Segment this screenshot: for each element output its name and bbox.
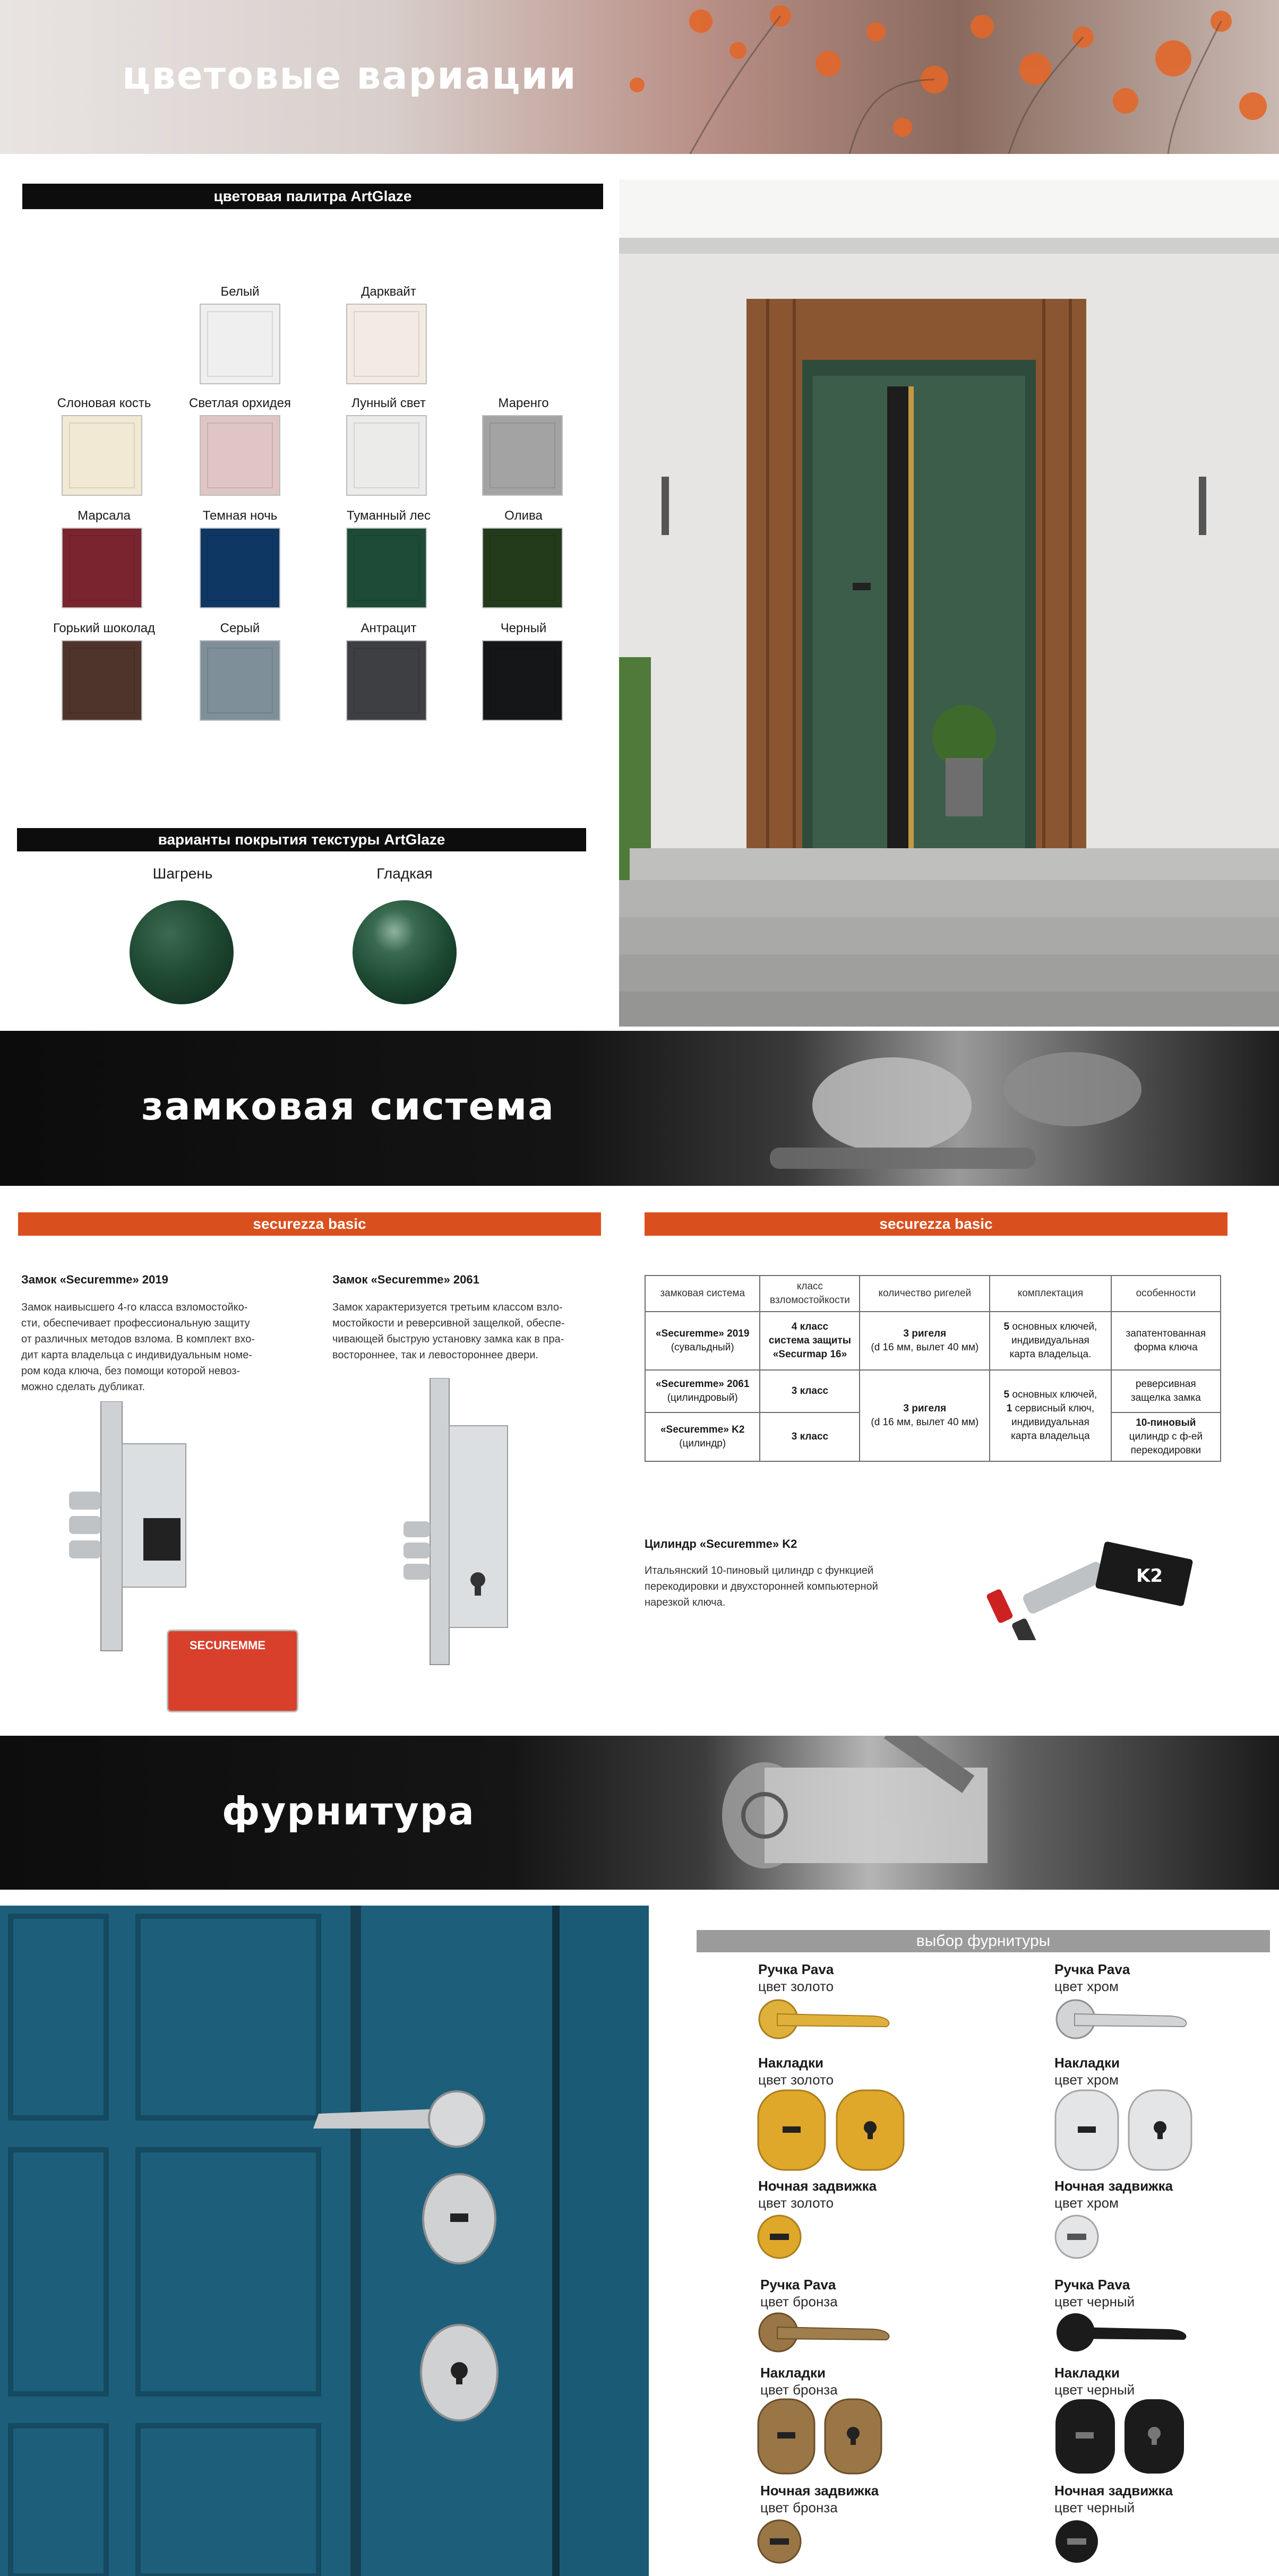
hw-nightlatch-bronze-color: цвет бронза: [760, 2500, 838, 2515]
locks-right-bar: securezza basic: [645, 1212, 1228, 1236]
swatch-label-chernyy: Черный: [500, 621, 547, 635]
swatch-svetlaya-orkhideya: [200, 415, 280, 496]
table-header: особенности: [1111, 1276, 1221, 1312]
cylinder-banner-image: [584, 1736, 1279, 1890]
table-header: замковая система: [645, 1276, 760, 1312]
blue-door-image: [0, 1906, 649, 2576]
handle-bronze-icon: [756, 2311, 894, 2354]
swatch-label-slonovaya-kost: Слоновая кость: [57, 396, 151, 410]
escutcheon-bronze-icon: [756, 2397, 905, 2477]
nightlatch-gold-icon: [756, 2213, 809, 2261]
hw-handle-bronze-name: Ручка Pava: [760, 2277, 836, 2293]
hw-escutcheon-gold-name: Накладки: [758, 2055, 824, 2071]
hw-handle-chrome-name: Ручка Pava: [1054, 1961, 1130, 1977]
table-header: количество ригелей: [860, 1276, 990, 1312]
swatch-label-marengo: Маренго: [498, 396, 549, 410]
swatch-antratsit: [346, 640, 427, 721]
swatch-temnaya-noch: [200, 528, 280, 608]
hw-nightlatch-bronze-name: Ночная задвижка: [760, 2483, 879, 2499]
colors-banner-title: цветовые вариации: [122, 53, 577, 98]
swatch-label-darkvayt: Дарквайт: [361, 285, 416, 299]
table-row: «Securemme» 2061 (цилиндровый) 3 класс 3 ригеля (d 16 мм, вылет 40 мм) 5 основных ключей, 1 сервисный ключ, индивидуальная карта владельца реверсивная защелка замка: [645, 1370, 1221, 1412]
lock1-title: Замок «Securemme» 2019: [21, 1273, 168, 1286]
lock1-description: Замок наивысшего 4-го класса взломостойко- сти, обеспечивает профессиональную защиту от различных методов взлома. В комплект вхо- дит карта владельца с индивидуальным номе- ром кода ключа, без помощи которой невоз- можно сделать дубликат.: [21, 1302, 255, 1393]
texture-ball-shagren: [130, 900, 234, 1004]
swatch-label-seryy: Серый: [220, 621, 260, 635]
swatch-label-antratsit: Антрацит: [360, 621, 417, 635]
hw-nightlatch-black-color: цвет черный: [1054, 2500, 1135, 2515]
escutcheon-chrome-icon: [1053, 2088, 1213, 2173]
hw-escutcheon-chrome-name: Накладки: [1054, 2055, 1120, 2071]
hw-handle-bronze-color: цвет бронза: [760, 2294, 838, 2310]
swatch-gorkiy-shokolad: [62, 640, 142, 721]
hw-escutcheon-gold-color: цвет золото: [758, 2072, 834, 2088]
locks-left-bar: securezza basic: [18, 1212, 601, 1236]
hardware-banner: [0, 1736, 1279, 1890]
securemme-card: [167, 1630, 298, 1712]
lock2-title: Замок «Securemme» 2061: [332, 1273, 479, 1286]
texture-label-gladkaya: Гладкая: [376, 865, 433, 882]
locks-banner: [0, 1031, 1279, 1186]
swatch-label-gorkiy-shokolad: Горький шоколад: [53, 621, 156, 635]
cylinder-description: Итальянский 10-пиновый цилиндр с функцией перекодировки и двухсторонней компьютерной нарезкой ключа.: [645, 1565, 878, 1608]
hw-escutcheon-bronze-color: цвет бронза: [760, 2382, 838, 2398]
keys-banner-image: [690, 1031, 1279, 1186]
cylinder-keys-image: [977, 1513, 1200, 1640]
handle-black-icon: [1053, 2311, 1191, 2354]
swatch-label-oliva: Олива: [504, 509, 543, 523]
hw-handle-black-name: Ручка Pava: [1054, 2277, 1130, 2293]
table-row: «Securemme» K2 (цилиндр) 3 класс 10-пиновый цилиндр с ф-ей перекодировки: [645, 1412, 1221, 1461]
hw-nightlatch-black-name: Ночная задвижка: [1054, 2483, 1173, 2499]
table-header-row: [645, 1276, 1221, 1312]
swatch-tumannyy-les: [346, 528, 427, 608]
swatch-lunnyy-svet: [346, 415, 427, 496]
hw-escutcheon-chrome-color: цвет хром: [1054, 2072, 1119, 2088]
door-photo: [619, 179, 1279, 1027]
lock-2061-image: [404, 1378, 520, 1670]
handle-chrome-icon: [1053, 1998, 1191, 2040]
texture-label-shagren: Шагрень: [152, 865, 213, 882]
swatch-oliva: [482, 528, 563, 608]
swatch-label-svetlaya-orkhideya: Светлая орхидея: [188, 396, 291, 410]
swatch-label-marsala: Марсала: [78, 509, 131, 523]
hardware-choice-bar: выбор фурнитуры: [697, 1930, 1270, 1952]
lock2-description: Замок характеризуется третьим классом взло- мостойкости и реверсивной защелкой, обеспе- чивающей быструю установку замка как в пра- востороннее, так и левостороннее двери.: [332, 1302, 565, 1361]
hw-handle-gold-name: Ручка Pava: [758, 1961, 834, 1977]
texture-ball-gladkaya: [353, 900, 457, 1004]
texture-bar: варианты покрытия текстуры ArtGlaze: [17, 828, 586, 851]
swatch-marsala: [62, 528, 142, 608]
hw-handle-black-color: цвет черный: [1054, 2294, 1135, 2310]
swatch-belyy: [200, 304, 280, 384]
swatch-seryy: [200, 640, 280, 721]
swatch-darkvayt: [346, 304, 427, 384]
cylinder-title: Цилиндр «Securemme» K2: [645, 1537, 797, 1550]
hw-nightlatch-chrome-color: цвет хром: [1054, 2195, 1119, 2211]
swatch-label-tumannyy-les: Туманный лес: [346, 509, 431, 523]
palette-bar: цветовая палитра ArtGlaze: [22, 184, 603, 209]
handle-gold-icon: [756, 1998, 894, 2040]
nightlatch-chrome-icon: [1053, 2213, 1106, 2261]
nightlatch-black-icon: [1053, 2518, 1106, 2566]
escutcheon-black-icon: [1053, 2397, 1202, 2477]
colors-banner: [0, 0, 1279, 154]
securemme-card-brand: SECUREMME: [190, 1639, 266, 1652]
swatch-chernyy: [482, 640, 563, 721]
hw-nightlatch-chrome-name: Ночная задвижка: [1054, 2178, 1173, 2194]
swatch-marengo: [482, 415, 563, 496]
hw-escutcheon-black-color: цвет черный: [1054, 2382, 1135, 2398]
table-header: класс взломостойкости: [760, 1276, 860, 1312]
hardware-banner-title: фурнитура: [222, 1789, 475, 1833]
escutcheon-gold-icon: [756, 2088, 915, 2173]
swatch-label-temnaya-noch: Темная ночь: [202, 509, 278, 523]
hw-escutcheon-bronze-name: Накладки: [760, 2365, 826, 2381]
hw-handle-chrome-color: цвет хром: [1054, 1978, 1119, 1994]
table-row: «Securemme» 2019 (сувальдный) 4 класс система защиты «Securmap 16» 3 ригеля (d 16 мм, вылет 40 мм) 5 основных ключей, индивидуальная карта владельца. запатентованная форма ключа: [645, 1312, 1221, 1370]
lock-2019-image: [64, 1401, 202, 1656]
lock-comparison-table: [645, 1275, 1221, 1462]
swatch-label-lunnyy-svet: Лунный свет: [351, 396, 426, 410]
hw-nightlatch-gold-name: Ночная задвижка: [758, 2178, 877, 2194]
nightlatch-bronze-icon: [756, 2518, 809, 2566]
hw-handle-gold-color: цвет золото: [758, 1978, 834, 1994]
swatch-label-belyy: Белый: [220, 285, 260, 299]
hw-nightlatch-gold-color: цвет золото: [758, 2195, 834, 2211]
table-header: комплектация: [990, 1276, 1111, 1312]
locks-banner-title: замковая система: [141, 1084, 555, 1128]
k2-card-label: K2: [1136, 1565, 1163, 1587]
entrance-door-illustration: [619, 179, 1279, 1027]
hw-escutcheon-black-name: Накладки: [1054, 2365, 1120, 2381]
swatch-slonovaya-kost: [62, 415, 142, 496]
